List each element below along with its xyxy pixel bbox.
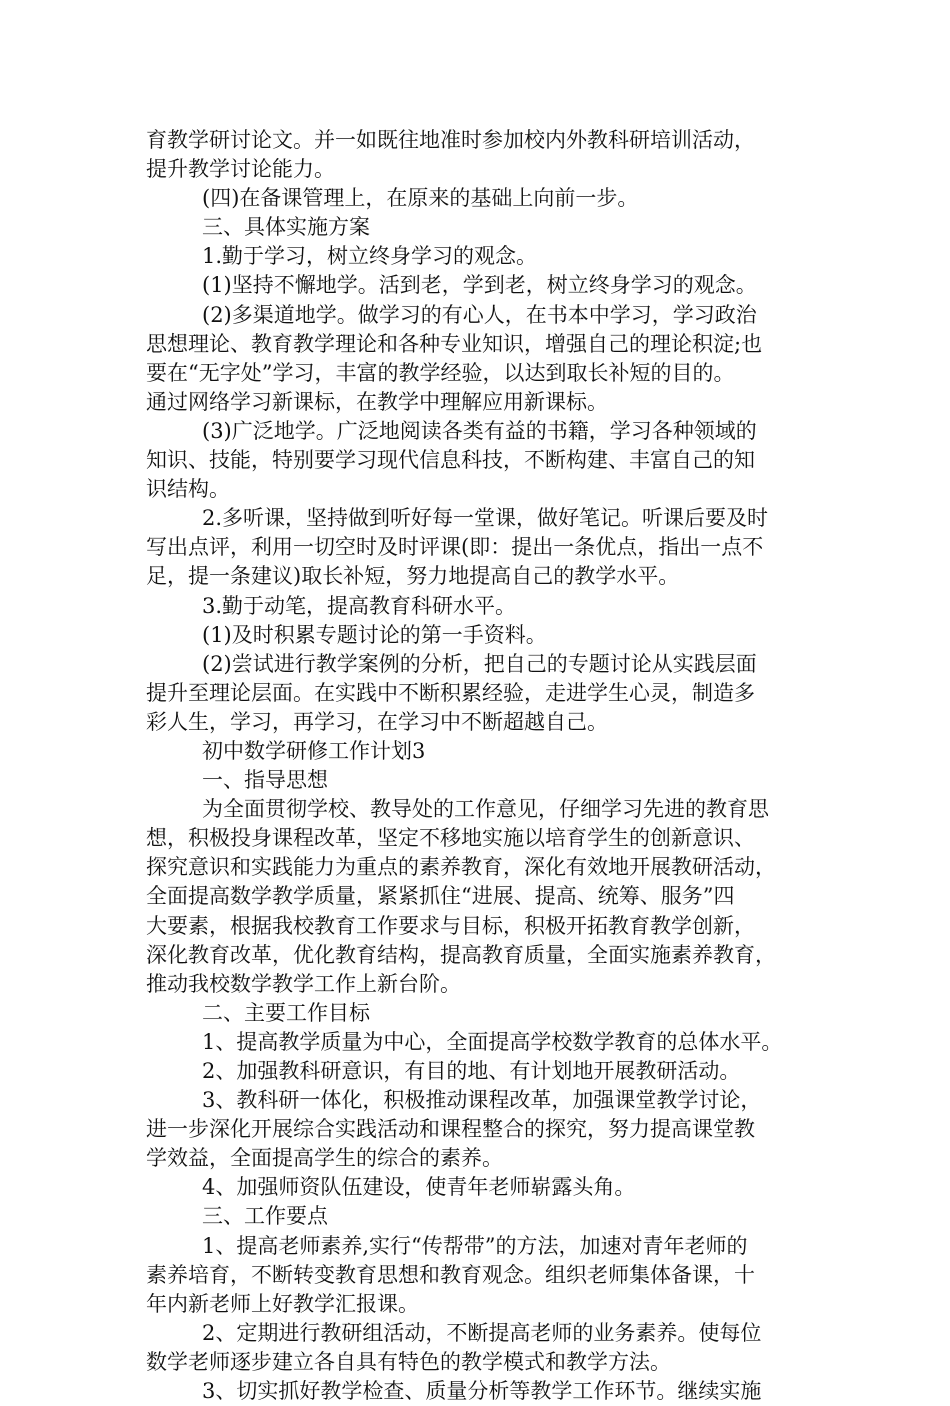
text-line: 一、指导思想: [202, 768, 328, 793]
text-line: 知识、技能，特别要学习现代信息科技，不断构建、丰富自己的知: [146, 448, 755, 473]
text-line: 写出点评，利用一切空时及时评课(即：提出一条优点，指出一点不: [146, 535, 764, 560]
text-line: 推动我校数学教学工作上新台阶。: [146, 971, 461, 996]
text-line: 3.勤于动笔，提高教育科研水平。: [202, 593, 517, 618]
text-line: 年内新老师上好教学汇报课。: [146, 1291, 419, 1316]
text-line: 全面提高数学教学质量，紧紧抓住“进展、提高、统筹、服务”四: [146, 884, 735, 909]
text-line: 数学老师逐步建立各自具有特色的教学模式和教学方法。: [146, 1349, 671, 1374]
text-line: 提升至理论层面。在实践中不断积累经验，走进学生心灵，制造多: [146, 680, 755, 705]
text-line: (3)广泛地学。广泛地阅读各类有益的书籍，学习各种领域的: [202, 418, 757, 443]
text-line: 为全面贯彻学校、教导处的工作意见，仔细学习先进的教育思: [202, 797, 769, 822]
text-line: 素养培育，不断转变教育思想和教育观念。组织老师集体备课，十: [146, 1262, 755, 1287]
text-line: 2.多听课，坚持做到听好每一堂课，做好笔记。听课后要及时: [202, 506, 769, 531]
text-line: 想，积极投身课程改革，坚定不移地实施以培育学生的创新意识、: [146, 826, 755, 851]
text-line: 彩人生，学习，再学习，在学习中不断超越自己。: [146, 709, 608, 734]
text-line: 1、提高老师素养,实行“传帮带”的方法，加速对青年老师的: [202, 1233, 748, 1258]
text-line: 3、切实抓好教学检查、质量分析等教学工作环节。继续实施: [202, 1379, 762, 1404]
text-line: (2)多渠道地学。做学习的有心人，在书本中学习，学习政治: [202, 302, 757, 327]
text-line: 2、加强教科研意识，有目的地、有计划地开展教研活动。: [202, 1059, 741, 1083]
text-line: 深化教育改革，优化教育结构，提高教育质量，全面实施素养教育，: [146, 942, 776, 967]
text-line: (1)坚持不懈地学。活到老，学到老，树立终身学习的观念。: [202, 273, 757, 298]
text-line: (1)及时积累专题讨论的第一手资料。: [202, 622, 547, 647]
text-line: 二、主要工作目标: [202, 1000, 370, 1025]
text-line: (四)在备课管理上，在原来的基础上向前一步。: [202, 186, 639, 211]
text-line: 1.勤于学习，树立终身学习的观念。: [202, 244, 538, 269]
text-line: 识结构。: [146, 477, 230, 502]
text-line: 思想理论、教育教学理论和各种专业知识，增强自己的理论积淀;也: [146, 331, 763, 356]
text-line: (2)尝试进行教学案例的分析，把自己的专题讨论从实践层面: [202, 651, 757, 676]
text-line: 提升教学讨论能力。: [146, 157, 335, 182]
text-line: 1、提高教学质量为中心，全面提高学校数学教育的总体水平。: [202, 1029, 783, 1054]
text-line: 大要素，根据我校教育工作要求与目标，积极开拓教育教学创新，: [146, 913, 755, 938]
text-line: 通过网络学习新课标，在教学中理解应用新课标。: [146, 389, 608, 414]
document-body: [146, 126, 826, 1406]
text-line: 4、加强师资队伍建设，使青年老师崭露头角。: [202, 1175, 636, 1200]
text-line: 足，提一条建议)取长补短，努力地提高自己的教学水平。: [146, 564, 680, 589]
text-line: 学效益，全面提高学生的综合的素养。: [146, 1146, 503, 1171]
text-line: 三、具体实施方案: [202, 215, 370, 240]
text-line: 育教学研讨论文。并一如既往地准时参加校内外教科研培训活动，: [146, 128, 755, 152]
text-line: 初中数学研修工作计划3: [202, 738, 426, 763]
text-line: 要在“无字处”学习，丰富的教学经验，以达到取长补短的目的。: [146, 360, 735, 385]
text-line: 3、教科研一体化，积极推动课程改革，加强课堂教学讨论，: [202, 1088, 762, 1113]
text-line: 三、工作要点: [202, 1204, 328, 1229]
text-line: 探究意识和实践能力为重点的素养教育，深化有效地开展教研活动，: [146, 855, 776, 880]
text-line: 进一步深化开展综合实践活动和课程整合的探究，努力提高课堂教: [146, 1117, 755, 1142]
text-line: 2、定期进行教研组活动，不断提高老师的业务素养。使每位: [202, 1320, 762, 1345]
